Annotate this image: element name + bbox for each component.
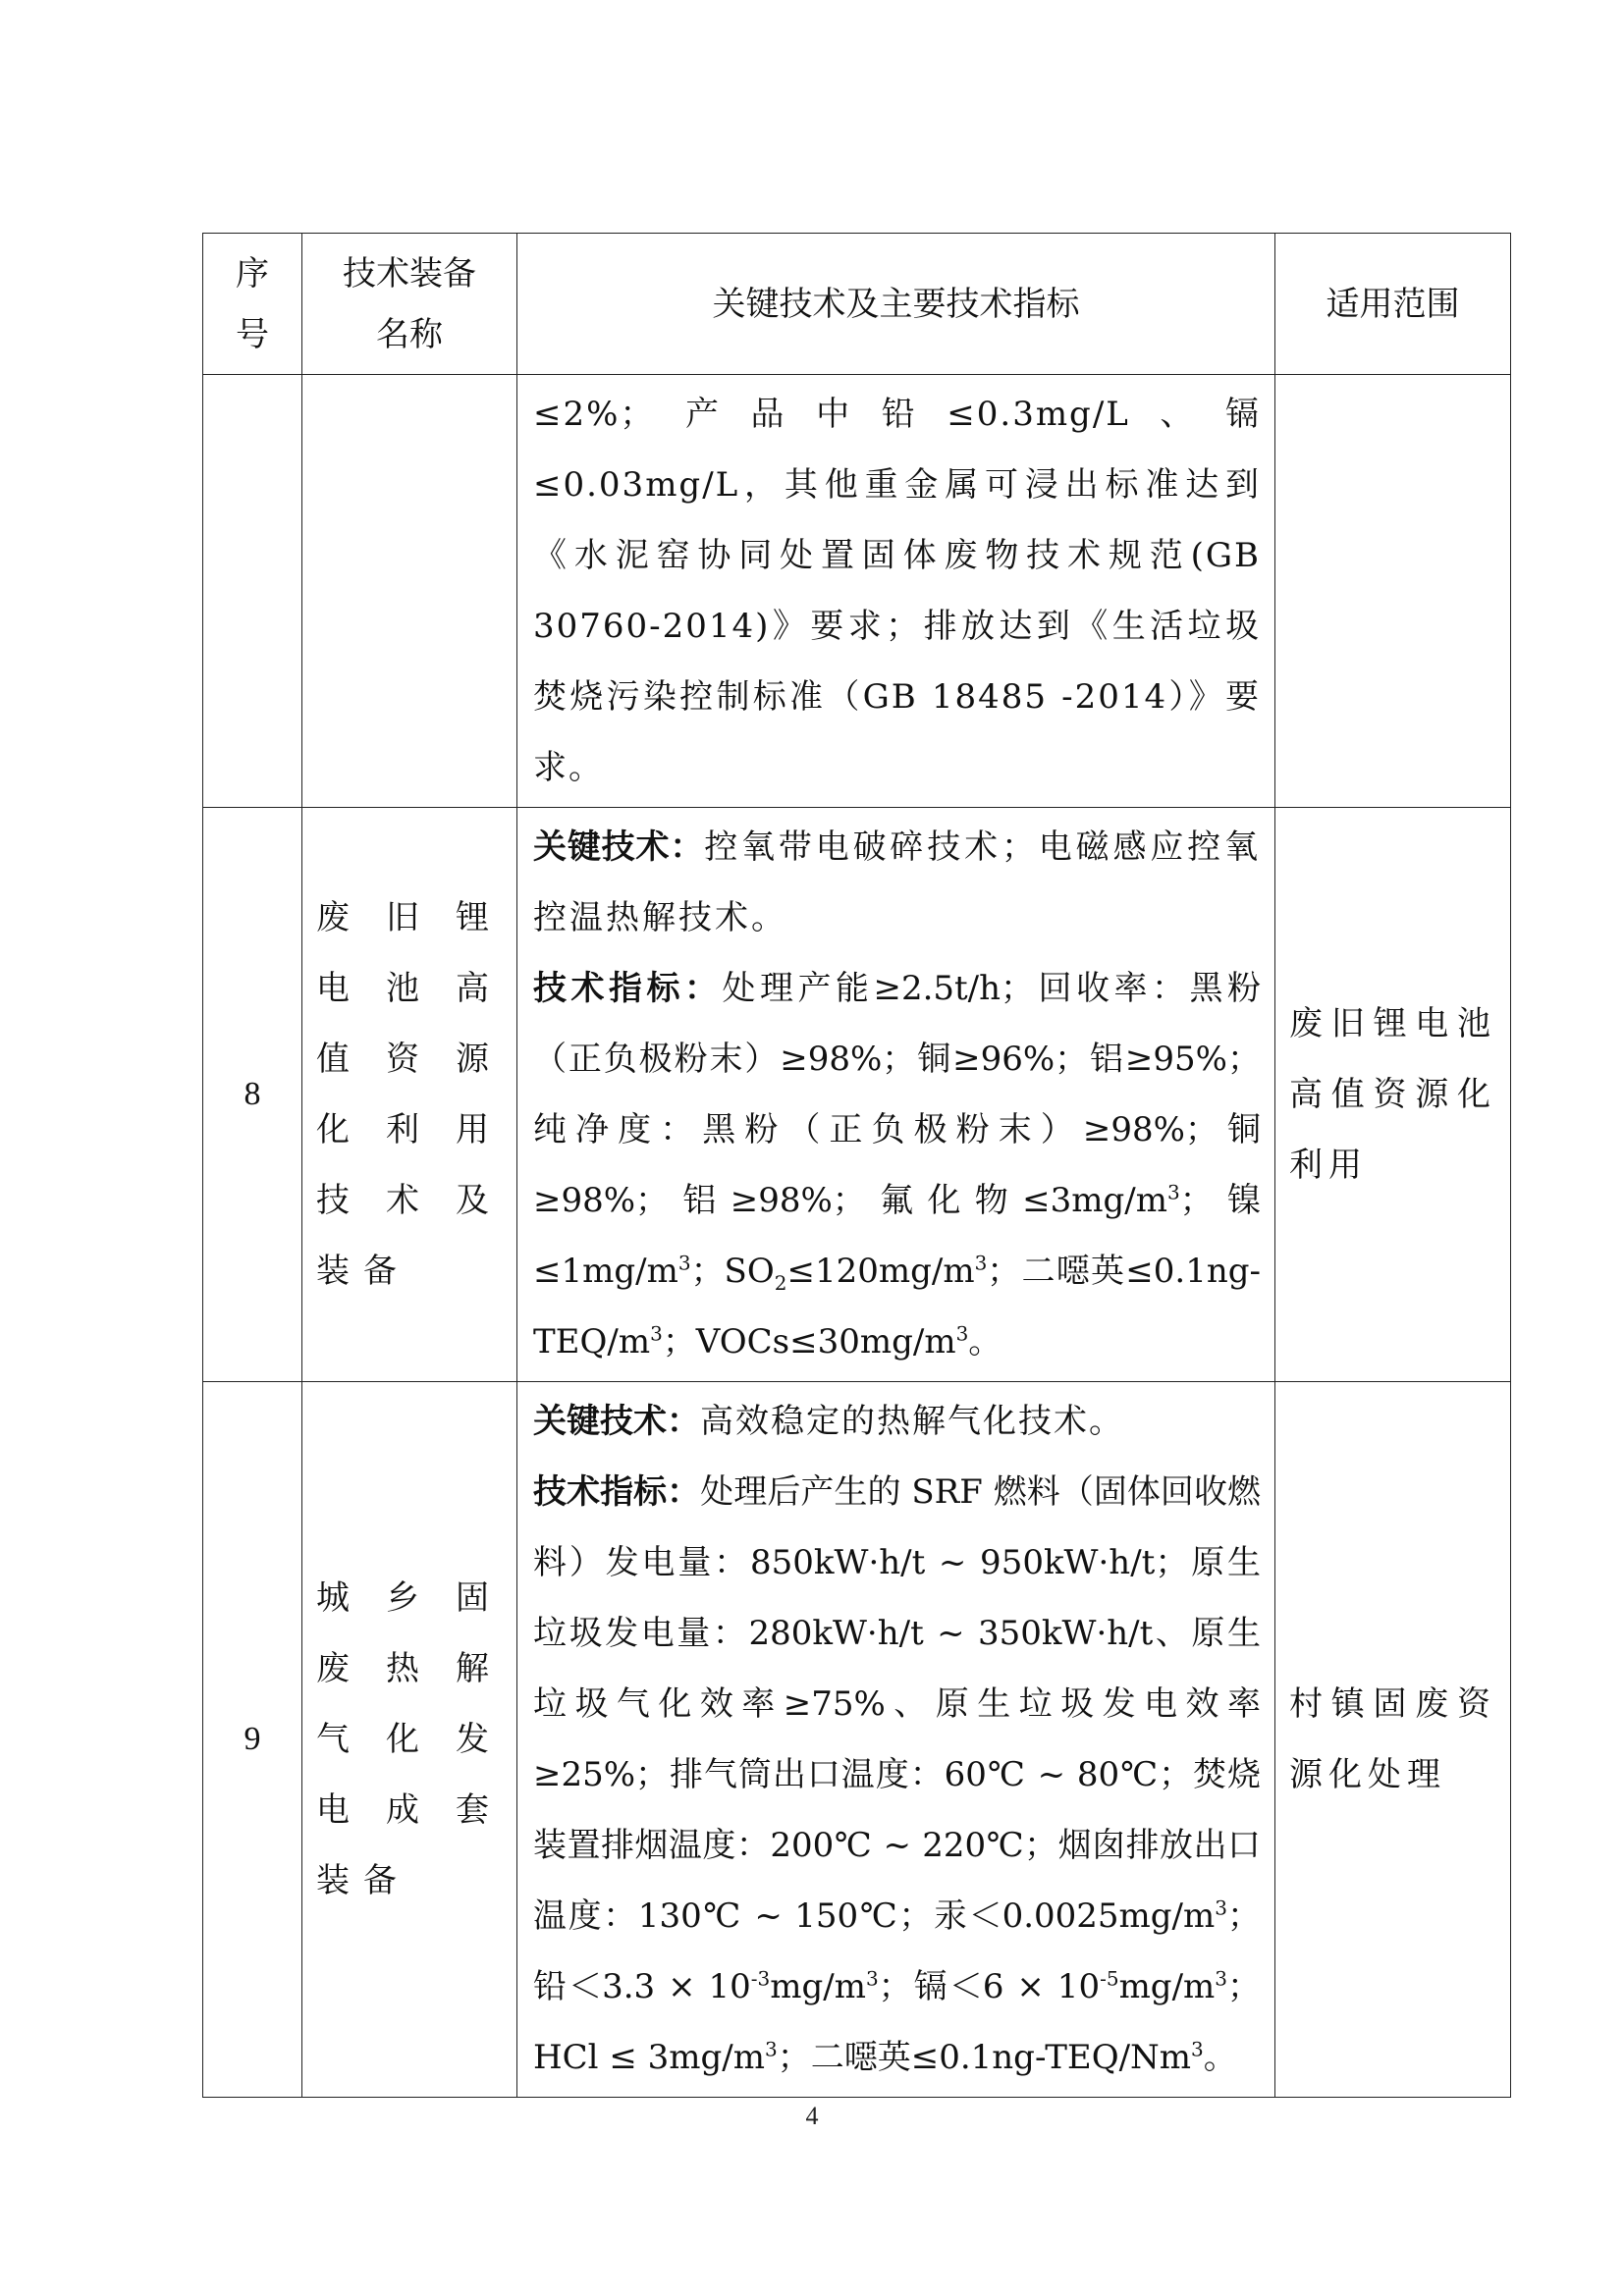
row-scope: 村镇固废资源化处理 (1275, 1382, 1511, 2098)
row-seq: 8 (203, 808, 302, 1382)
row-scope (1275, 375, 1511, 808)
key-technology-text: 高效稳定的热解气化技术。 (700, 1402, 1124, 1441)
header-equipment-name: 技术装备 名称 (302, 234, 517, 375)
key-technology-text: 控氧带电破碎技术；电磁感应控氧控温热解技术。 (533, 828, 1262, 937)
row-seq (203, 375, 302, 808)
row-equipment-name (302, 375, 517, 808)
technical-indicators: 技术指标：处理后产生的 SRF 燃料（固体回收燃料）发电量：850kW·h/t ~ 950kW·h/t；原生垃圾发电量：280kW·h/t ~ 350kW·h/t、原生垃圾气化效率≥75%、原生垃圾发电效率≥25%；排气筒出口温度：60℃ ~ 80℃；焚烧装置排烟温度：200℃ ~ 220℃；烟囱排放出口温度：130℃ ~ 150℃；汞$<0.0025mg/m^3$；铅$<3.3 \times 10^{-3}mg/m^3$；镉$<6 \times 10^{-5}mg/m^3$；HCl ≤ $3mg/m^3$；二噁英$\le 0.1ng-TEQ/Nm^3$。 (533, 1472, 1261, 2077)
header-seq: 序 号 (203, 234, 302, 375)
header-scope: 适用范围 (1275, 234, 1511, 375)
key-technology-label: 关键技术： (533, 828, 705, 867)
page-number: 4 (805, 2102, 819, 2130)
row-equipment-name: 城乡固废热解气化发电成套装备 (302, 1382, 517, 2098)
technical-indicators-label: 技术指标： (533, 1472, 701, 1512)
technical-indicators-label: 技术指标： (533, 969, 723, 1008)
table-row (203, 808, 1511, 1382)
technical-indicators: 技术指标：处理产能≥2.5t/h；回收率：黑粉（正负极粉末）≥98%；铜≥96%；铝≥95%；纯净度：黑粉（正负极粉末）≥98%；铜≥98%；铝≥98%；氟化物$\le 3mg/m^3$；镍$\le 1mg/m^3$；$SO_2\le 120mg/m^3$；二噁英$\le 0.1ng-TEQ/m^3$；$VOCs\le 30mg/m^3$。 (533, 969, 1262, 1362)
technology-equipment-table (202, 233, 1511, 2098)
key-technology-label: 关键技术： (533, 1402, 700, 1441)
table-header-row (203, 234, 1511, 375)
header-key-technology: 关键技术及主要技术指标 (517, 234, 1275, 375)
row-key-technology (517, 808, 1275, 1382)
row-seq: 9 (203, 1382, 302, 2098)
table-row (203, 375, 1511, 808)
row-scope: 废旧锂电池高值资源化利用 (1275, 808, 1511, 1382)
row-key-technology: ≤2%；产品中铅≤0.3mg/L、镉≤0.03mg/L，其他重金属可浸出标准达到《水泥窑协同处置固体废物技术规范(GB 30760-2014)》要求；排放达到《生活垃圾焚烧污染控制标准（GB 18485 -2014）》要求。 (517, 375, 1275, 808)
row-equipment-name: 废旧锂电池高值资源化利用技术及装备 (302, 808, 517, 1382)
table-row (203, 1382, 1511, 2098)
row-key-technology (517, 1382, 1275, 2098)
